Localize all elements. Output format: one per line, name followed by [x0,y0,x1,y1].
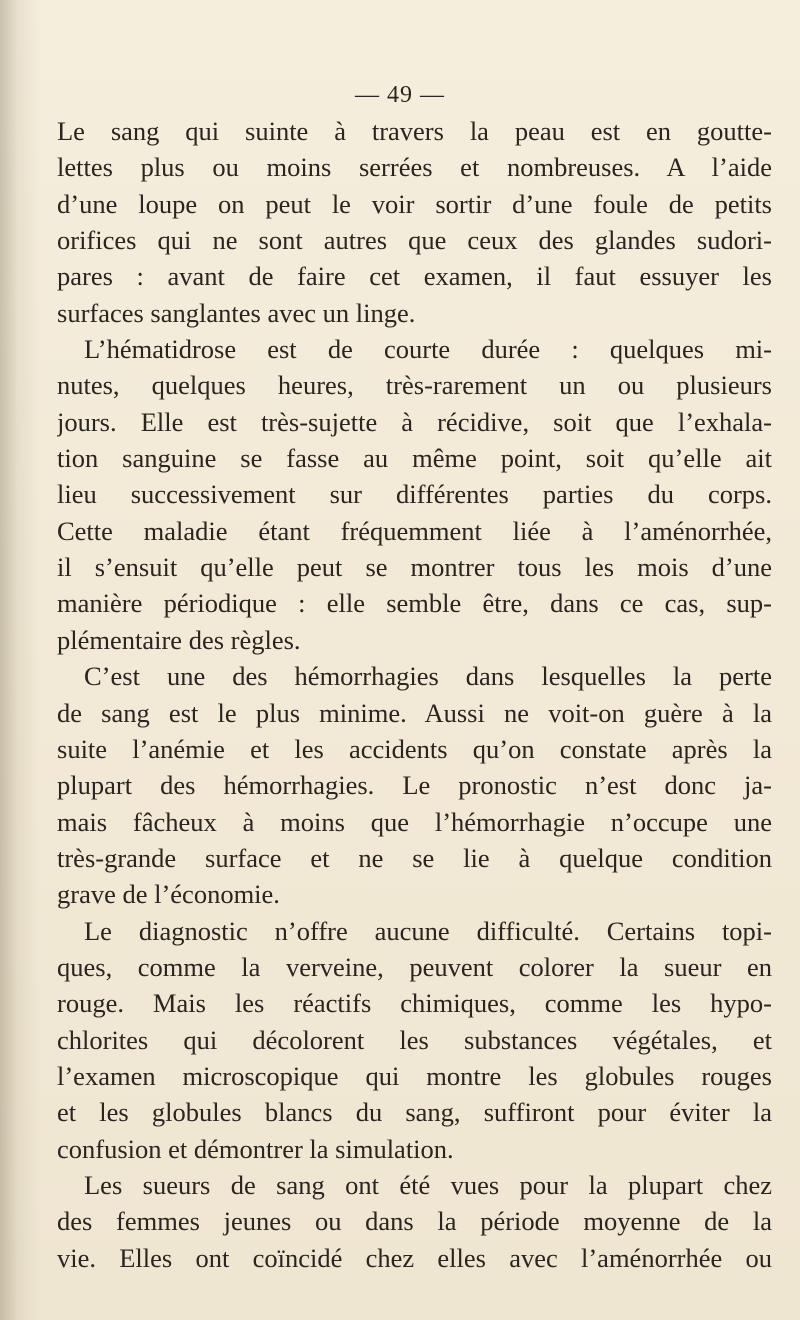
text-line: grave de l’économie. [57,879,280,910]
text-line: Le diagnostic n’offre aucune difficulté. Certains topi- [84,915,772,946]
text-line: Le sang qui suinte à travers la peau est en goutte- [57,116,772,146]
text-line: plupart des hémorrhagies. Le pronostic n’est donc ja- [57,770,772,801]
text-line: et les globules blancs du sang, suffiront pour éviter la [57,1097,772,1128]
text-line: pares : avant de faire cet examen, il faut essuyer les [57,261,772,292]
text-line: nutes, quelques heures, très-rarement un ou plusieurs [57,370,772,401]
text-line: vie. Elles ont coïncidé chez elles avec l’aménorrhée ou [57,1242,772,1273]
text-line: très-grande surface et ne se lie à quelque condition [57,842,772,873]
page-number: — 49 — [355,82,445,108]
text-line: C’est une des hémorrhagies dans lesquelles la perte [84,661,772,692]
text-line: surfaces sanglantes avec un linge. [57,297,416,328]
text-line: des femmes jeunes ou dans la période moyenne de la [57,1206,772,1237]
text-line: plémentaire des règles. [57,624,301,655]
text-line: d’une loupe on peut le voir sortir d’une foule de petits [57,188,772,219]
text-line: ques, comme la verveine, peuvent colorer la sueur en [57,951,772,982]
text-line: Les sueurs de sang ont été vues pour la plupart chez [84,1169,772,1200]
text-line: jours. Elle est très-sujette à récidive, soit que l’exhala- [57,406,772,437]
text-line: lieu successivement sur différentes parties du corps. [57,479,772,510]
text-line: suite l’anémie et les accidents qu’on constate après la [57,733,772,764]
text-line: de sang est le plus minime. Aussi ne voit-on guère à la [57,697,772,728]
text-line: lettes plus ou moins serrées et nombreuses. A l’aide [57,152,772,183]
text-line: L’hématidrose est de courte durée : quelques mi- [84,334,772,365]
text-line: rouge. Mais les réactifs chimiques, comme les hypo- [57,988,772,1019]
text-line: il s’ensuit qu’elle peut se montrer tous les mois d’une [57,552,772,583]
text-line: Cette maladie étant fréquemment liée à l’aménorrhée, [57,515,772,546]
text-line: tion sanguine se fasse au même point, soit qu’elle ait [57,443,772,474]
text-line: manière périodique : elle semble être, dans ce cas, sup- [57,588,772,619]
text-line: l’examen microscopique qui montre les globules rouges [57,1060,772,1091]
text-line: chlorites qui décolorent les substances végétales, et [57,1024,772,1055]
text-line: confusion et démontrer la simulation. [57,1133,454,1164]
text-line: orifices qui ne sont autres que ceux des glandes sudori- [57,225,772,256]
body-text [57,113,772,1276]
text-line: mais fâcheux à moins que l’hémorrhagie n’occupe une [57,806,772,837]
